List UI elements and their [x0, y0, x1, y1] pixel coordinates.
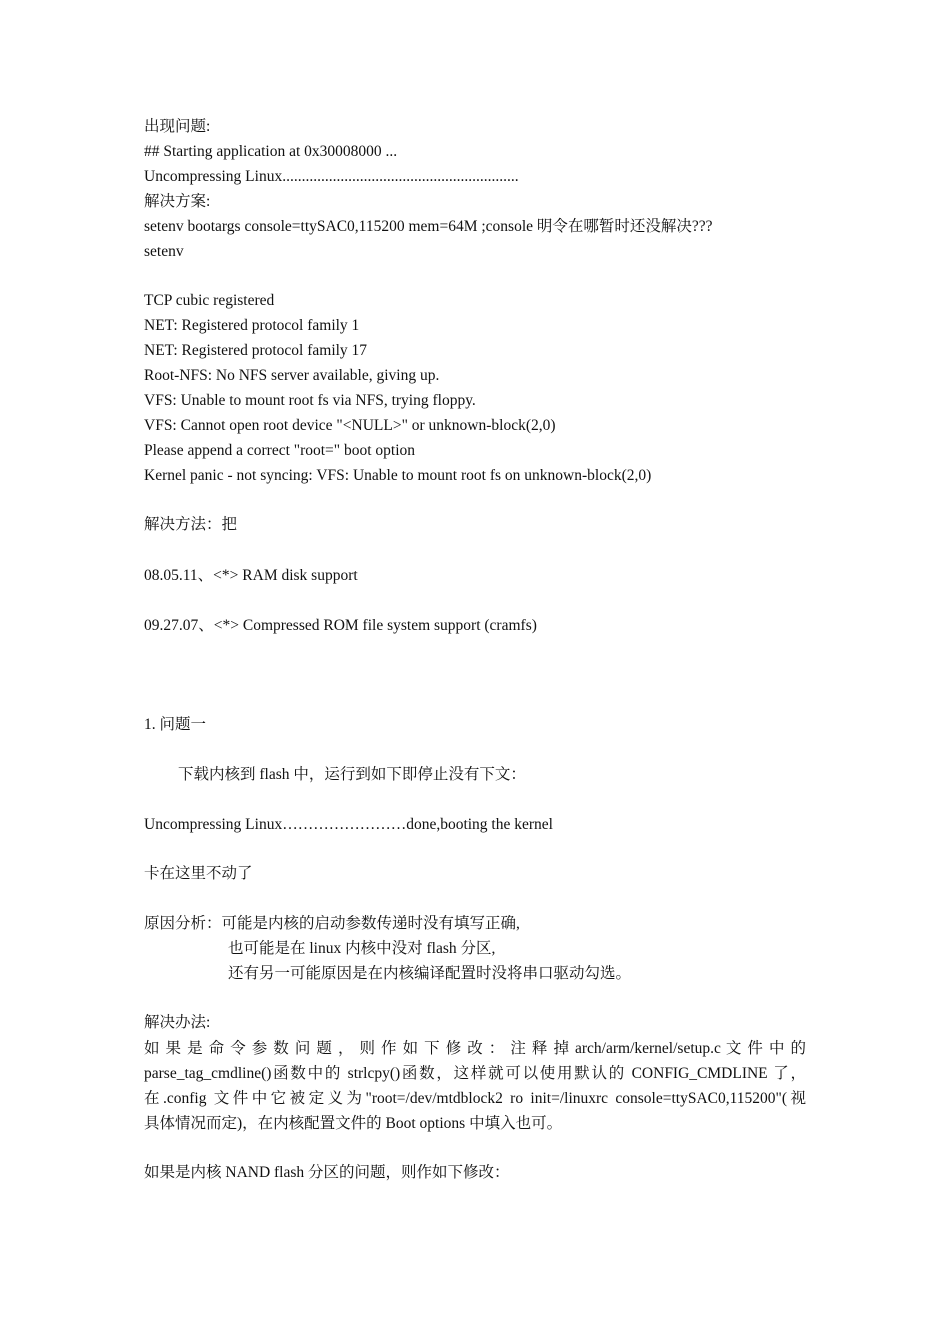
- solution-paragraph-line: 具体情况而定)，在内核配置文件的 Boot options 中填入也可。: [144, 1115, 563, 1132]
- config-option: 09.27.07、<*> Compressed ROM file system support (cramfs): [144, 617, 537, 634]
- log-line: VFS: Cannot open root device "<NULL>" or unknown-block(2,0): [144, 417, 556, 434]
- fix-heading: 解决方法：把: [144, 516, 238, 533]
- analysis-line: 原因分析：可能是内核的启动参数传递时没有填写正确,: [144, 915, 520, 932]
- config-option: 08.05.11、<*> RAM disk support: [144, 567, 358, 584]
- analysis-line: 还有另一可能原因是在内核编译配置时没将串口驱动勾选。: [228, 965, 632, 982]
- log-line: NET: Registered protocol family 1: [144, 317, 360, 334]
- log-line: Kernel panic - not syncing: VFS: Unable to mount root fs on unknown-block(2,0): [144, 467, 652, 484]
- paragraph: 下载内核到 flash 中，运行到如下即停止没有下文：: [178, 766, 526, 783]
- log-line: Uncompressing Linux.............................................................: [144, 168, 519, 185]
- log-line: Uncompressing Linux……………………done,booting the kernel: [144, 816, 553, 833]
- log-line: NET: Registered protocol family 17: [144, 342, 368, 359]
- paragraph: 卡在这里不动了: [144, 865, 253, 882]
- solution-paragraph-line: 在.config 文件中它被定义为"root=/dev/mtdblock2 ro init=/linuxrc console=ttySAC0,115200"(视: [144, 1090, 806, 1107]
- paragraph: 如果是内核 NAND flash 分区的问题，则作如下修改：: [144, 1164, 510, 1181]
- log-line: Root-NFS: No NFS server available, giving up.: [144, 367, 440, 384]
- solution-paragraph-line: parse_tag_cmdline()函数中的 strlcpy()函数，这样就可以使用默认的 CONFIG_CMDLINE 了，: [144, 1065, 806, 1082]
- solution-paragraph-line: 如 果 是 命 令 参 数 问 题 ， 则 作 如 下 修 改 ： 注 释 掉 arch/arm/kernel/setup.c 文 件 中 的: [144, 1040, 806, 1057]
- solution-heading: 解决办法:: [144, 1014, 211, 1031]
- section-heading: 1. 问题一: [144, 716, 207, 733]
- log-line: TCP cubic registered: [144, 292, 275, 309]
- log-line: ## Starting application at 0x30008000 ...: [144, 143, 398, 160]
- log-line: VFS: Unable to mount root fs via NFS, trying floppy.: [144, 392, 476, 409]
- solution-heading: 解决方案:: [144, 193, 211, 210]
- command-line: setenv: [144, 243, 184, 260]
- command-line: setenv bootargs console=ttySAC0,115200 mem=64M ;console 明令在哪暂时还没解决???: [144, 218, 713, 235]
- problem-heading: 出现问题:: [144, 118, 211, 135]
- log-line: Please append a correct "root=" boot option: [144, 442, 416, 459]
- analysis-line: 也可能是在 linux 内核中没对 flash 分区,: [228, 940, 496, 957]
